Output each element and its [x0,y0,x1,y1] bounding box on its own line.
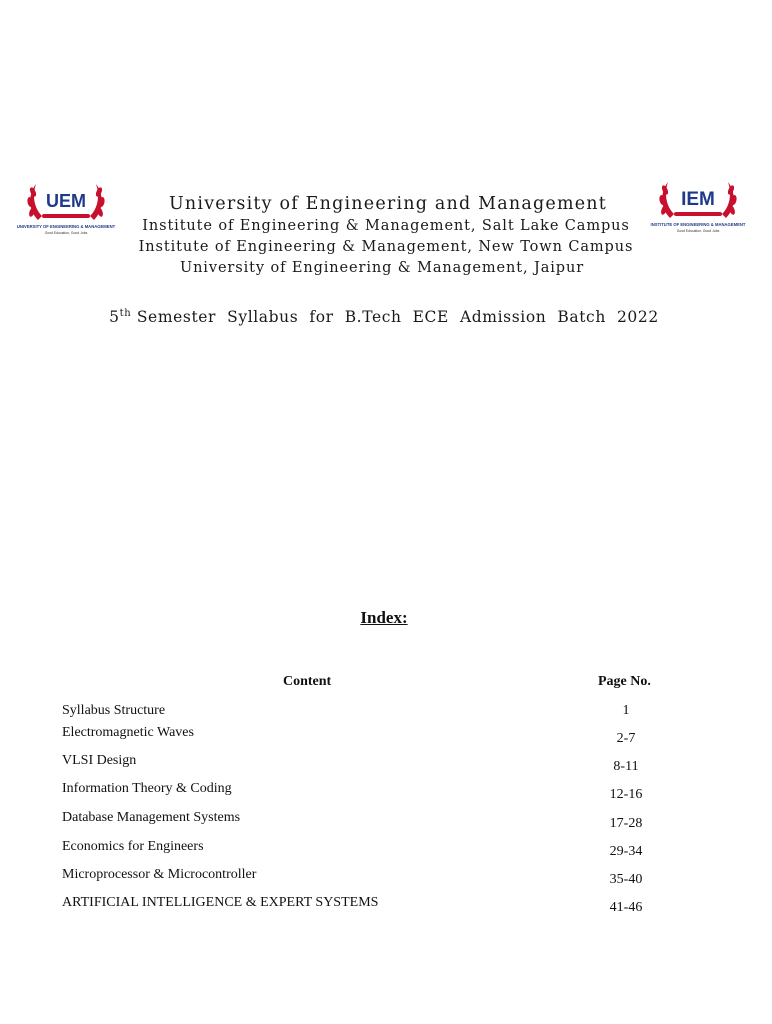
index-row-page: 29-34 [609,844,643,859]
semester-title [0,308,768,326]
campus-jaipur: University of Engineering & Management, Jaipur [179,260,585,276]
index-row-label: ARTIFICIAL INTELLIGENCE & EXPERT SYSTEMS [62,895,379,910]
page-column-header: Page No. [598,674,651,689]
index-row-label: Syllabus Structure [62,703,166,718]
content-column-header: Content [283,674,332,689]
index-row-page: 41-46 [609,900,643,915]
iem-motto: Good Education, Good Jobs [676,229,720,233]
index-row-label: Microprocessor & Microcontroller [62,867,257,882]
uem-mark: UEM [46,191,86,211]
iem-tagline: INSTITUTE OF ENGINEERING & MANAGEMENT [650,222,746,227]
campus-salt-lake: Institute of Engineering & Management, Salt Lake Campus [142,218,630,234]
index-row-label: VLSI Design [62,753,137,768]
index-row-page: 17-28 [609,816,643,831]
campus-new-town: Institute of Engineering & Management, New Town Campus [138,239,634,255]
semester-suffix: th [119,308,132,319]
index-row-label: Database Management Systems [62,810,241,825]
index-row-label: Information Theory & Coding [62,781,232,796]
index-title: Index: [360,608,408,627]
index-row-page: 35-40 [609,872,643,887]
index-row-label: Electromagnetic Waves [62,725,194,740]
index-row-label: Economics for Engineers [62,839,204,854]
iem-mark: IEM [681,189,715,210]
uem-tagline: UNIVERSITY OF ENGINEERING & MANAGEMENT [16,224,116,229]
uem-motto: Good Education, Good Jobs [44,231,88,235]
university-name: University of Engineering and Management [168,194,608,214]
index-row-page: 8-11 [613,759,639,774]
semester-description: Semester Syllabus for B.Tech ECE Admission Batch 2022 [131,308,659,327]
index-row-page: 1 [622,703,630,718]
index-row-page: 2-7 [616,731,636,746]
index-row-page: 12-16 [609,787,643,802]
semester-number: 5 [109,308,120,327]
